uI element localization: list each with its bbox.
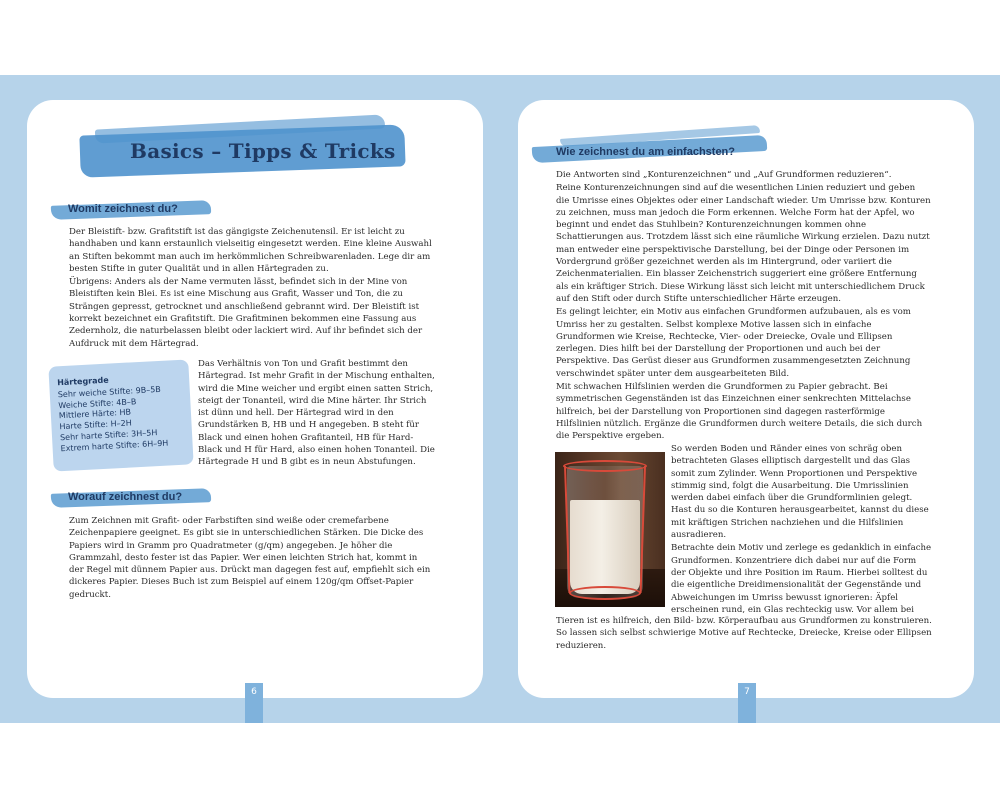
paragraph: Mit schwachen Hilfslinien werden die Grundformen zu Papier gebracht. Bei symmetrischen Gegenständen ist das Einzeichnen einer senkrechten Mittelachse hilfreich, bei der Darstellung von Proportionen sind dagegen rasterförmige Hilfslinien nützlich. Ergänze die Grundformen durch weitere Details, die sich durch die Perspektive ergeben. [556,382,923,442]
paragraph: Das Verhältnis von Ton und Grafit bestimmt den Härtegrad. Ist mehr Grafit in der Mischung enthalten, wird die Mine weicher und ergibt einen satten Strich, steigt der Tonanteil, wird die Mine härter. Ihr Strich ist dünn und hell. Der Härtegrad wird in den Grundstärken B, HB und H angegeben. B steht für Black und einen hohen Grafitanteil, HB für Hard-Black und H für Hard, also einen hohen Tonanteil. Die Härtegrade H und B gibt es in neun Abstufungen. [198,359,435,468]
paragraph: Tieren ist es hilfreich, den Bild- bzw. Körperaufbau aus Grundformen zu konstruieren. So lassen sich selbst schwierige Motive auf Rechtecke, Dreiecke, Kreise oder Ellipsen reduzieren. [556,616,932,651]
page-number-left: 6 [245,683,263,723]
list-item: Sehr harte Stifte: 3H–5H [59,427,158,443]
section-wie-body [556,169,931,444]
section-worauf-body [69,515,434,602]
paragraph: Es gelingt leichter, ein Motiv aus einfachen Grundformen aufzubauen, als es vom Umriss her zu gestalten. Selbst komplexe Motive lassen sich in einfache Grundformen wie Kreise, Rechtecke, Vier- oder Dreiecke, Ovale und Ellipsen zerlegen. Dies hilft bei der Darstellung der Proportionen und auch bei der Perspektive. Das Gerüst dieser aus Grundformen zusammengesetzten Zeichnung verschwindet später unter dem ausgearbeiteten Bild. [556,307,911,379]
list-item: Sehr weiche Stifte: 9B–5B [57,384,162,400]
section-heading-wie: Wie zeichnest du am einfachsten? [556,146,735,158]
final-text-block [556,615,934,653]
section-womit-body [69,226,434,351]
milk-fill [570,500,640,594]
list-item: Weiche Stifte: 4B–B [58,396,137,410]
list-item: Mittlere Härte: HB [58,407,132,421]
page-title: Basics – Tipps & Tricks [130,139,396,163]
section-heading-womit: Womit zeichnest du? [68,203,178,215]
paragraph: Übrigens: Anders als der Name vermuten lässt, befindet sich in der Mine von Bleistiften kein Blei. Es ist eine Mischung aus Grafit, Wasser und Ton, die zu Strängen gepresst, getrocknet und anschließend gebrannt wird. Der Bleistift ist korrekt bezeichnet ein Grafitstift. Die Grafitminen bekommen eine Fassung aus Zedernholz, die naturbelassen bleibt oder lackiert wird. Auf ihr befindet sich der Aufdruck mit dem Härtegrad. [69,277,423,349]
paragraph: So werden Boden und Ränder eines von schräg oben betrachteten Glases elliptisch dargestellt und das Glas somit zum Zylinder. Wenn Proportionen und Perspektive stimmig sind, folgt die Ausarbeitung. Die Umrisslinien werden dabei einfach über die Grundformlinien gelegt. Hast du so die Konturen herausgearbeitet, kannst du diese mit kräftigen Strichen nachziehen und die Hilfslinien ausradieren. [671,444,929,541]
milk-glass-photo [555,452,665,607]
paragraph: Zum Zeichnen mit Grafit- oder Farbstiften sind weiße oder cremefarbene Zeichenpapiere geeignet. Es gibt sie in unterschiedlichen Stärken. Die Dicke des Papiers wird in Gramm pro Quadratmeter (g/qm) angegeben. Je höher die Grammzahl, desto fester ist das Papier. Wer einen leichten Strich hat, kommt in der Regel mit dünnem Papier aus. Drückt man dagegen fest auf, empfiehlt sich ein dickeres Papier. Dieses Buch ist zum Beispiel auf einem 120g/qm Offset-Papier gedruckt. [69,516,431,600]
paragraph: Reine Konturenzeichnungen sind auf die wesentlichen Linien reduziert und geben die Umrisse eines Objektes oder einer Landschaft wieder. Um Umrisse bzw. Konturen zu zeichnen, muss man jedoch die Form erkennen. Welche Form hat der Apfel, wo beginnt und endet das Stuhlbein? Konturenzeichnungen kommen ohne Schattierungen aus. Trotzdem lässt sich eine räumliche Wirkung erzielen. Dazu nutzt man entweder eine perspektivische Darstellung, bei der Dinge oder Personen im Vordergrund größer gezeichnet werden als im Hintergrund, oder variiert die Zeichenmaterialien. Ein blasser Zeichenstrich suggeriert eine größere Entfernung als ein kräftiger Strich. Diese Wirkung lässt sich leicht mit unterschiedlichem Druck auf den Stift oder durch Stifte unterschiedlicher Härte erzeugen. [556,183,931,304]
wrap-text-block [671,443,933,617]
ellipse-outline-top [563,460,647,472]
hardness-paragraph [198,358,436,470]
paragraph: Der Bleistift- bzw. Grafitstift ist das gängigste Zeichenutensil. Er ist leicht zu handhaben und kann erstaunlich vielseitig eingesetzt werden. Eine kleine Auswahl an Stiften bekommt man auch im herkömmlichen Schreibwarenladen. Lege dir am besten Stifte in guter Qualität und in allen Härtegraden zu. [69,227,432,274]
paragraph: Die Antworten sind „Konturenzeichnen“ und „Auf Grundformen reduzieren“. [556,170,892,180]
hardness-list [58,385,169,455]
page-number-right: 7 [738,683,756,723]
list-item: Harte Stifte: H–2H [59,418,132,432]
hardness-info-card [48,359,193,471]
paragraph: Betrachte dein Motiv und zerlege es gedanklich in einfache Grundformen. Konzentriere dich dabei nur auf die Form der Objekte und ihre Position im Raum. Hierbei solltest du die eigentliche Dreidimensionalität der Gegenstände und Abweichungen im Umriss bewusst ignorieren: Äpfel erscheinen rund, ein Glas rechteckig usw. Vor allem bei [671,543,932,615]
list-item: Extrem harte Stifte: 6H–9H [60,438,169,453]
hardness-card-title: Härtegrade [56,375,109,388]
ellipse-outline-bottom [569,586,641,600]
section-heading-worauf: Worauf zeichnest du? [68,491,183,503]
